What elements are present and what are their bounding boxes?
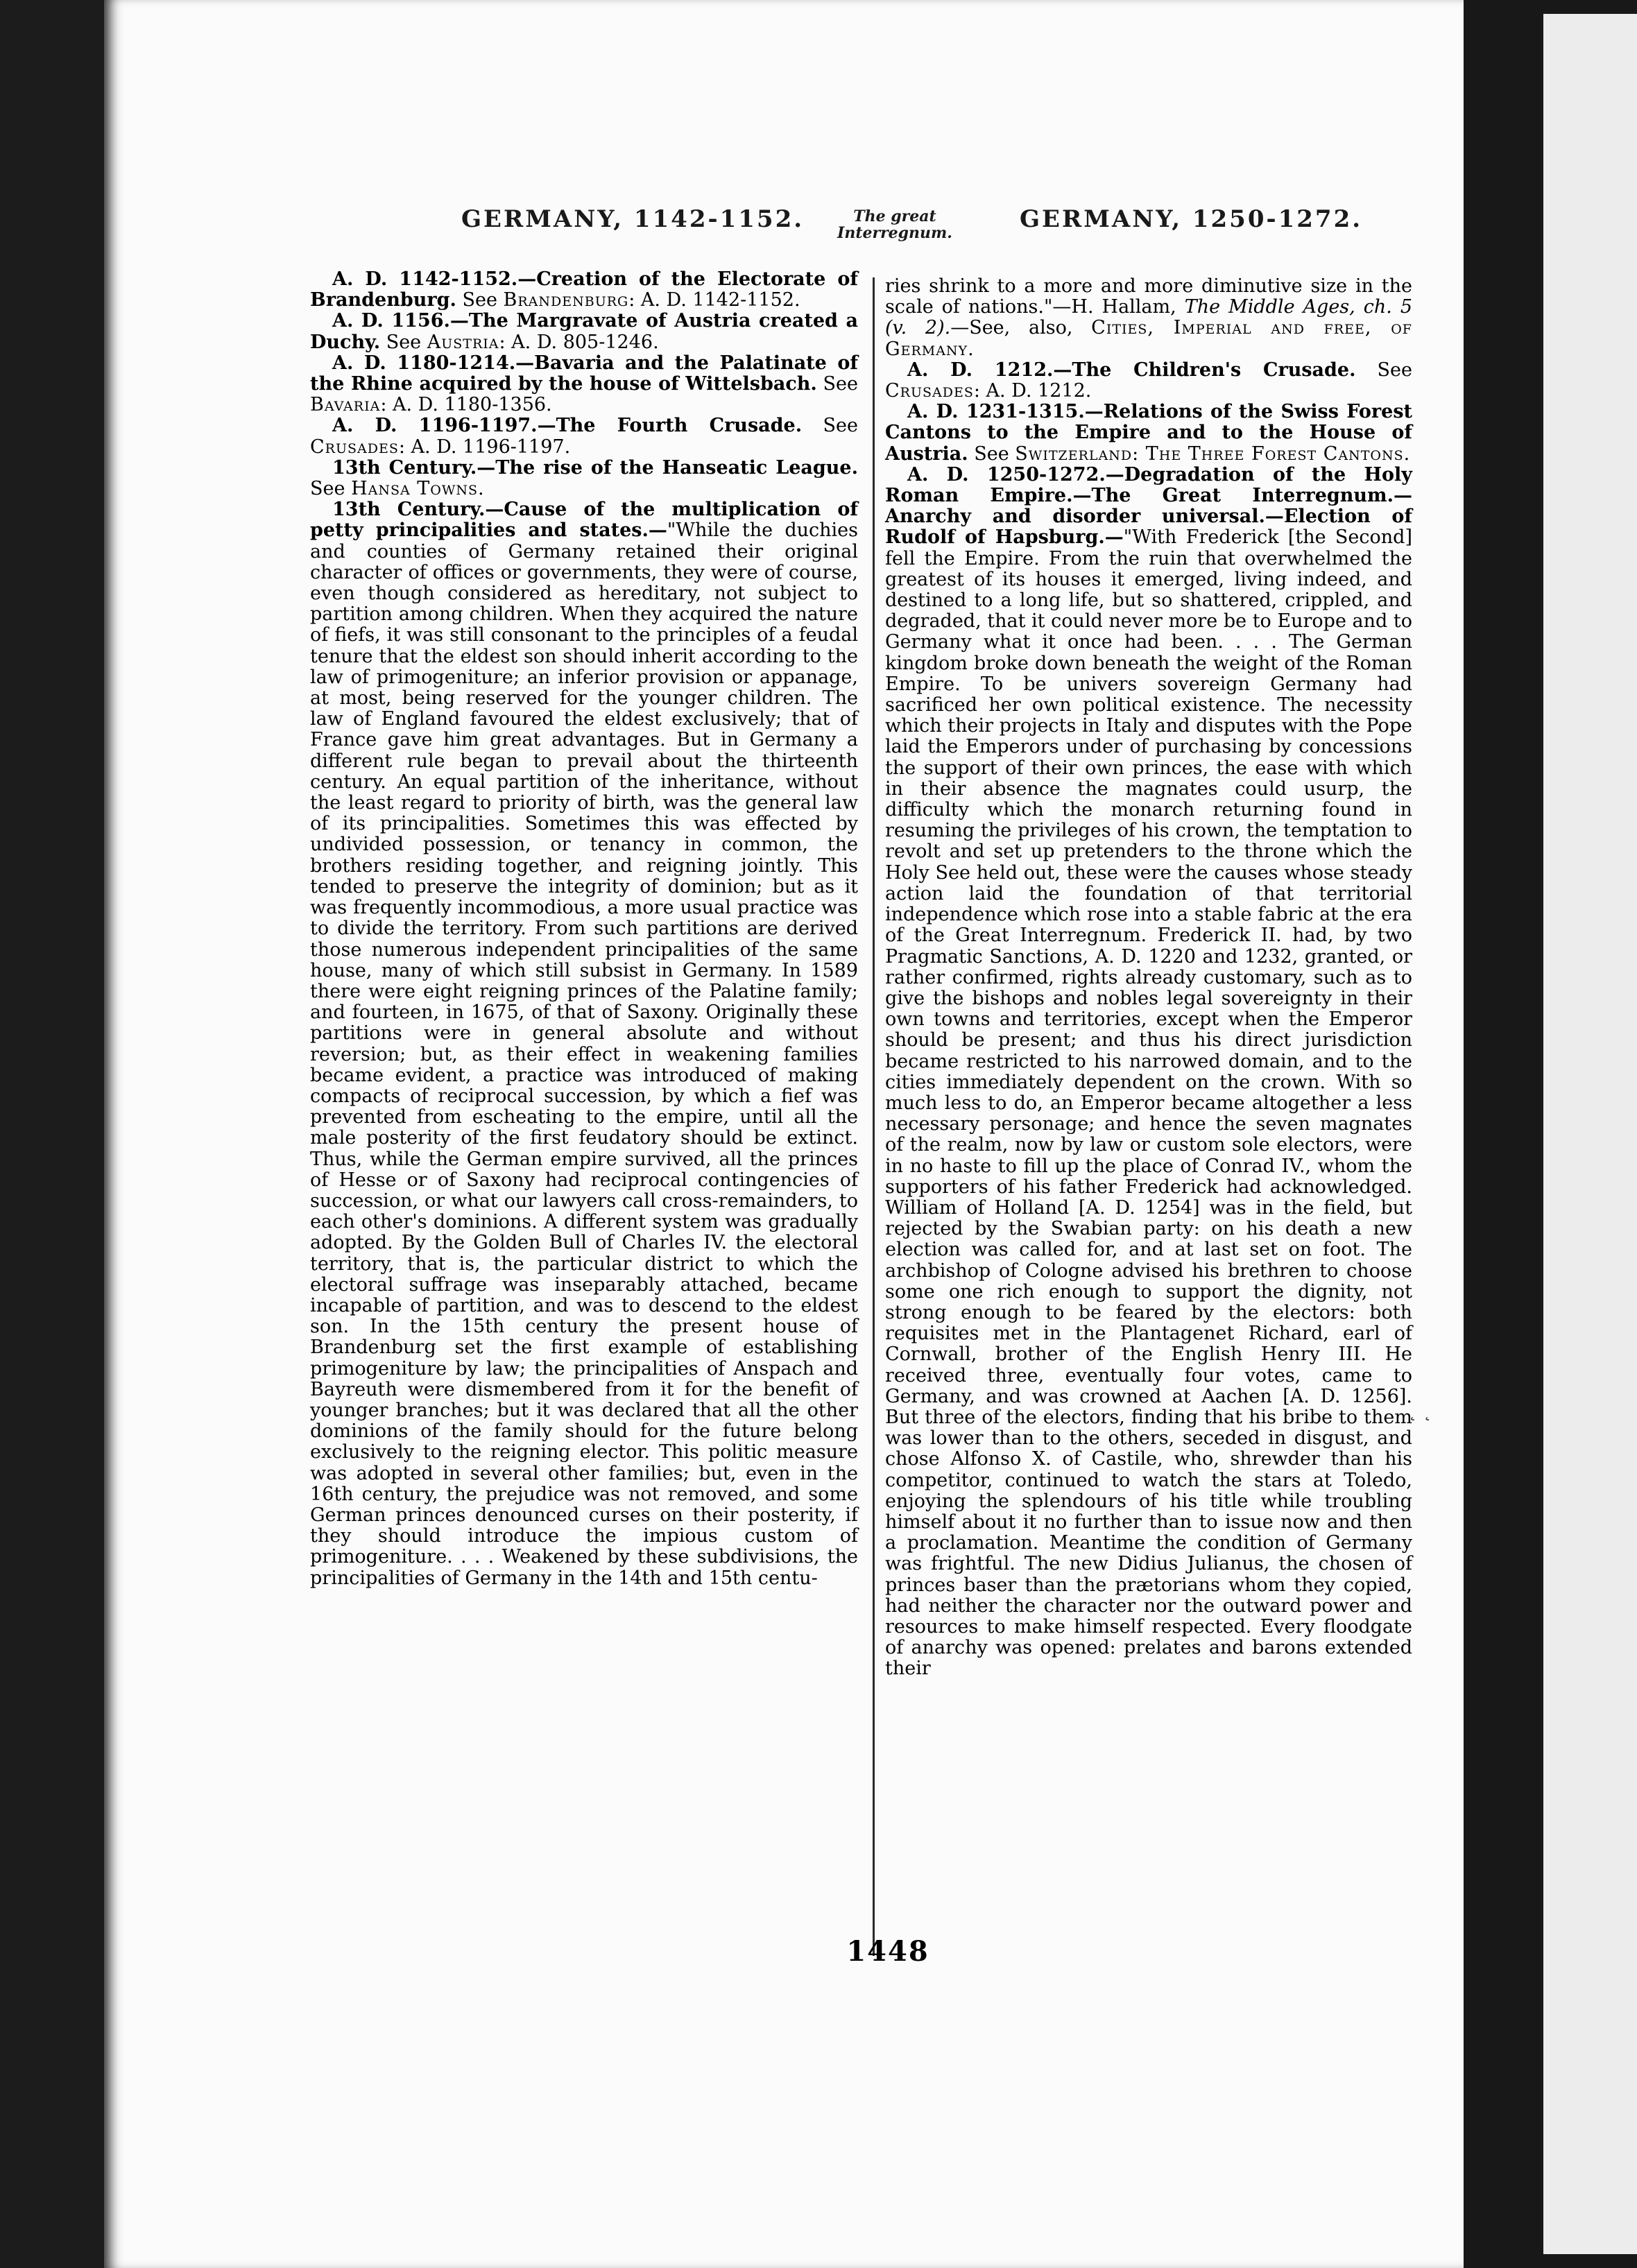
citation: The Middle Ages, ch. 5 (v. 2). xyxy=(885,296,1412,339)
cross-reference-tail: . xyxy=(968,338,974,360)
cross-reference: Bavaria xyxy=(310,394,381,416)
continued-text xyxy=(885,276,1412,360)
entry-childrens-crusade xyxy=(885,360,1412,402)
cross-reference-tail: : A. D. 1180-1356. xyxy=(380,394,552,416)
entry-heading: A. D. 1180-1214.—Bavaria and the Palatinate of the Rhine acquired by the house of Wittelsbach. xyxy=(310,352,858,395)
entry-heading: A. D. 1196-1197.—The Fourth Crusade. xyxy=(332,415,803,437)
cross-reference-tail: : A. D. 1196-1197. xyxy=(398,436,571,458)
entry-heading: A. D. 1156.—The Margravate of Austria created a Duchy. xyxy=(310,310,858,353)
see-word: See xyxy=(310,478,345,500)
cross-reference-tail: . xyxy=(478,478,484,500)
entry-bavaria xyxy=(310,353,858,416)
cross-reference: Austria xyxy=(427,331,499,353)
cross-reference: Crusades xyxy=(885,380,974,402)
adjacent-page-edge xyxy=(1543,14,1637,2254)
entry-heading: A. D. 1250-1272.—Degradation of the Holy Roman Empire.—The Great Interregnum.—Anarchy and disorder universal.—Election of Rudolf of Hapsburg.— xyxy=(885,463,1412,549)
running-head-left: GERMANY, 1142-1152. xyxy=(461,205,805,233)
running-head-center-line-1: The great xyxy=(853,207,936,225)
see-word: See xyxy=(974,443,1009,465)
left-column xyxy=(310,269,858,1589)
entry-fourth-crusade xyxy=(310,415,858,457)
see-also-word: —See, also, xyxy=(950,317,1073,339)
entry-heading: 13th Century.—The rise of the Hanseatic League. xyxy=(332,456,858,479)
see-word: See xyxy=(1377,359,1412,381)
entry-heading: A. D. 1231-1315.—Relations of the Swiss Forest Cantons to the Empire and to the House of Austria. xyxy=(885,401,1412,465)
cross-reference: Crusades xyxy=(310,436,399,458)
see-word: See xyxy=(823,415,858,437)
cross-reference-tail: . xyxy=(1403,443,1410,465)
cross-reference: Switzerland: The Three Forest Cantons xyxy=(1015,443,1404,465)
entry-hanseatic-league xyxy=(310,458,858,499)
entry-petty-principalities xyxy=(310,499,858,1589)
running-head-center-line-2: Interregnum. xyxy=(837,224,952,242)
running-head-right: GERMANY, 1250-1272. xyxy=(1020,205,1363,233)
cross-reference-tail: : A. D. 805-1246. xyxy=(499,331,659,353)
stray-mark: ˛ ˛ xyxy=(1408,1401,1432,1422)
entry-heading: 13th Century.—Cause of the multiplication of petty principalities and states.— xyxy=(310,499,858,542)
scan-left-margin xyxy=(0,0,104,2268)
cross-reference: Hansa Towns xyxy=(351,478,479,500)
right-column xyxy=(885,276,1412,1680)
entry-body: "With Frederick [the Second] fell the Empire. From the ruin that overwhelmed the greatest of its houses it emerged, living indeed, and destined to a long life, but so shattered, crippled, and degraded, that it could never more be to Europe and to Germany what it once had been. . . . The German kingdom broke down beneath the weight of the Roman Empire. To be univers sovereign Germany had sacrificed her own political existence. The necessity which their projects in Italy and disputes with the Pope laid the Emperors under of purchasing by concessions the support of their own princes, the ease with which in their absence the magnates could usurp, the difficulty which the monarch returning found in resuming the privileges of his crown, the temptation to revolt and set up pretenders to the throne which the Holy See held out, these were the causes whose steady action laid the foundation of that territorial independence which rose into a stable fabric at the era of the Great Interregnum. Frederick II. had, by two Pragmatic Sanctions, A. D. 1220 and 1232, granted, or rather confirmed, rights already customary, such as to give the bishops and nobles legal sovereignty in their own towns and territories, except when the Emperor should be present; and thus his direct jurisdiction became restricted to his narrowed domain, and to the cities immediately dependent on the crown. With so much less to do, an Emperor became altogether a less necessary personage; and hence the seven magnates of the realm, now by law or custom sole electors, were in no haste to fill up the place of Conrad IV., whom the supporters of his father Frederick had acknowledged. William of Holland [A. D. 1254] was in the field, but rejected by the Swabian party: on his death a new election was called for, and at last set on foot. The archbishop of Cologne advised his brethren to choose some one rich enough to support the dignity, not strong enough to be feared by the electors: both requisites met in the Plantagenet Richard, earl of Cornwall, brother of the English Henry III. He received three, eventually four votes, came to Germany, and was crowned at Aachen [A. D. 1256]. But three of the electors, finding that his bribe to them was lower than to the others, seceded in disgust, and chose Alfonso X. of Castile, who, shrewder than his competitor, continued to watch the stars at Toledo, enjoying the splendours of his title while troubling himself about it no further than to issue now and then a proclamation. Meantime the condition of Germany was frightful. The new Didius Julianus, the chosen of princes baser than the prætorians whom they copied, had neither the character nor the outward power and resources to make himself respected. Every floodgate of anarchy was opened: prelates and barons extended their xyxy=(885,526,1412,1680)
page-number: 1448 xyxy=(846,1935,929,1968)
entry-body: "While the duchies and counties of Germany retained their original character of offices or governments, they were of course, even though considered as hereditary, not subject to partition among children. When they acquired the nature of fiefs, it was still consonant to the principles of a feudal tenure that the eldest son should inherit according to the law of primogeniture; an inferior provision or appanage, at most, being reserved for the younger children. The law of England favoured the eldest exclusively; that of France gave him great advantages. But in Germany a different rule began to prevail about the thirteenth century. An equal partition of the inheritance, without the least regard to priority of birth, was the general law of its principalities. Sometimes this was effected by undivided possession, or tenancy in common, the brothers residing together, and reigning jointly. This tended to preserve the integrity of dominion; but as it was frequently incommodious, a more usual practice was to divide the territory. From such partitions are derived those numerous independent principalities of the same house, many of which still subsist in Germany. In 1589 there were eight reigning princes of the Palatine family; and fourteen, in 1675, of that of Saxony. Originally these partitions were in general absolute and without reversion; but, as their effect in weakening families became evident, a practice was introduced of making compacts of reciprocal succession, by which a fief was prevented from escheating to the empire, until all the male posterity of the first feudatory should be extinct. Thus, while the German empire survived, all the princes of Hesse or of Saxony had reciprocal contingencies of succession, or what our lawyers call cross-remainders, to each other's dominions. A different system was gradually adopted. By the Golden Bull of Charles IV. the electoral territory, that is, the particular district to which the electoral suffrage was inseparably attached, became incapable of partition, and was to descend to the eldest son. In the 15th century the present house of Brandenburg set the first example of establishing primogeniture by law; the principalities of Anspach and Bayreuth were dismembered from it for the benefit of younger branches; but it was declared that all the other dominions of the family should for the future belong exclusively to the reigning elector. This politic measure was adopted in several other families; but, even in the 16th century, the prejudice was not removed, and some German princes denounced curses on their posterity, if they should introduce the impious custom of primogeniture. . . . Weakened by these subdivisions, the principalities of Germany in the 14th and 15th centu- xyxy=(310,519,858,1589)
cross-reference-tail: : A. D. 1142-1152. xyxy=(628,289,800,311)
entry-brandenburg xyxy=(310,269,858,311)
see-word: See xyxy=(462,289,497,311)
cross-reference: Cities, Imperial and free, of Germany xyxy=(885,317,1412,360)
continued-body: ries shrink to a more and more diminutive size in the scale of nations."—H. Hallam, xyxy=(885,275,1412,318)
entry-austria xyxy=(310,311,858,352)
entry-heading: A. D. 1142-1152.—Creation of the Electorate of Brandenburg. xyxy=(310,268,858,311)
column-divider xyxy=(873,277,875,1956)
cross-reference-tail: : A. D. 1212. xyxy=(973,380,1092,402)
entry-heading: A. D. 1212.—The Children's Crusade. xyxy=(907,359,1356,381)
running-head-center xyxy=(825,208,964,241)
cross-reference: Brandenburg xyxy=(503,289,629,311)
see-word: See xyxy=(386,331,422,353)
see-word: See xyxy=(823,373,859,395)
entry-swiss-cantons xyxy=(885,402,1412,465)
entry-great-interregnum xyxy=(885,465,1412,1680)
